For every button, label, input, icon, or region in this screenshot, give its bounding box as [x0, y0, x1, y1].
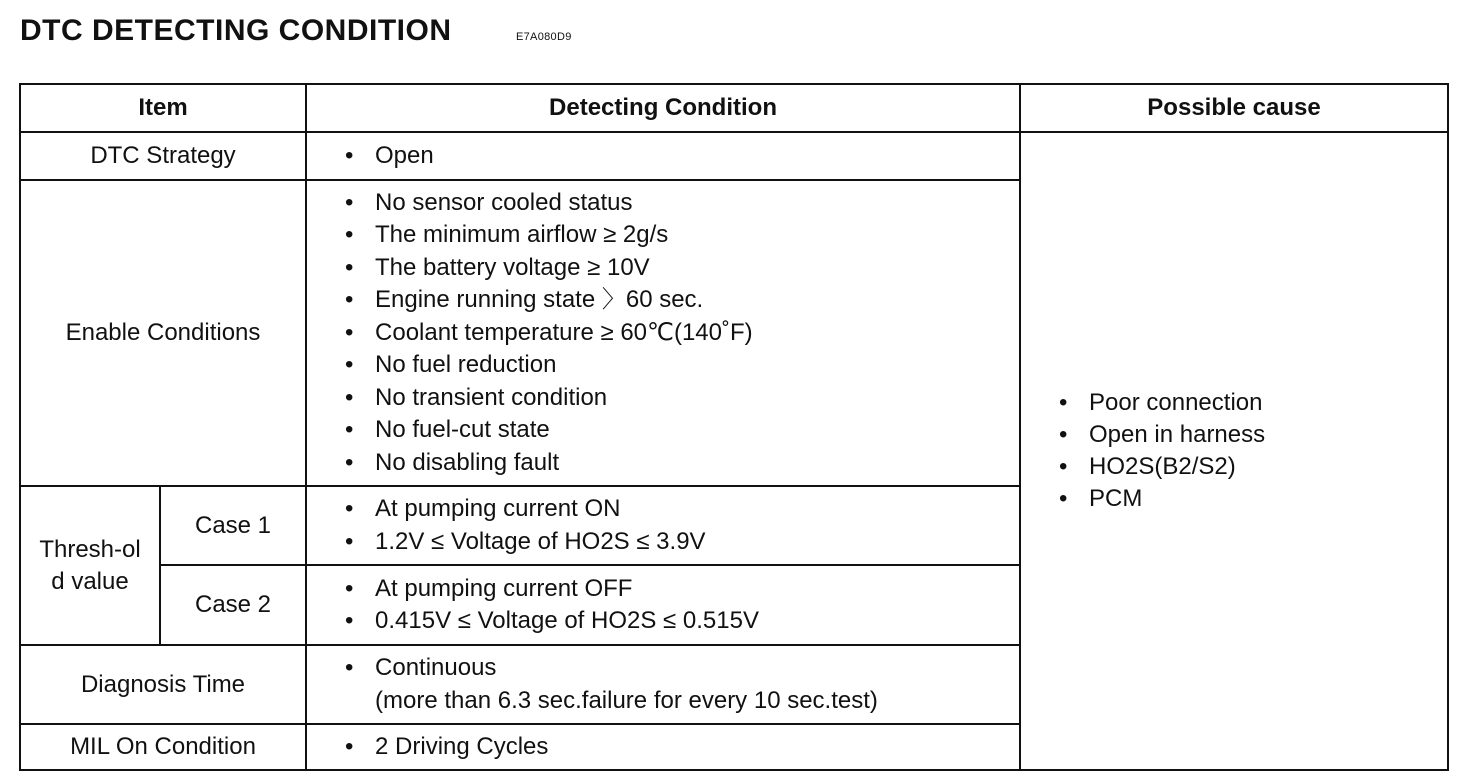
- cell-mil-on-condition: [306, 724, 1020, 770]
- dtc-condition-table: [19, 83, 1449, 771]
- list-item: • Open: [345, 140, 1019, 173]
- list-item: • 0.415V ≤ Voltage of HO2S ≤ 0.515V: [345, 605, 1019, 638]
- header-item: Item: [20, 84, 306, 132]
- list-item: • No sensor cooled status: [345, 187, 1019, 220]
- document-code: E7A080D9: [516, 31, 572, 43]
- label-case-2: Case 2: [160, 565, 306, 645]
- list-item: • At pumping current ON: [345, 493, 1019, 526]
- list-item: • No disabling fault: [345, 447, 1019, 480]
- list-item: • 2 Driving Cycles: [345, 731, 1019, 764]
- cell-possible-cause: [1020, 132, 1448, 770]
- cause-item: • HO2S(B2/S2): [1059, 451, 1447, 483]
- list-item: • 1.2V ≤ Voltage of HO2S ≤ 3.9V: [345, 526, 1019, 559]
- cause-item: • Poor connection: [1059, 387, 1447, 419]
- cell-diagnosis-time: [306, 645, 1020, 724]
- cause-item: • Open in harness: [1059, 419, 1447, 451]
- label-dtc-strategy: DTC Strategy: [20, 132, 306, 180]
- header-possible-cause: Possible cause: [1020, 84, 1448, 132]
- list-item: • No transient condition: [345, 382, 1019, 415]
- list-item: • Coolant temperature ≥ 60℃(140˚F): [345, 317, 1019, 350]
- label-diagnosis-time: Diagnosis Time: [20, 645, 306, 724]
- label-mil-on-condition: MIL On Condition: [20, 724, 306, 770]
- diagnosis-continuation: (more than 6.3 sec.failure for every 10 sec.test): [375, 686, 878, 714]
- label-enable-conditions: Enable Conditions: [20, 180, 306, 486]
- list-item: • No fuel reduction: [345, 349, 1019, 382]
- cell-enable-conditions: [306, 180, 1020, 486]
- cell-case-1: [306, 486, 1020, 565]
- cell-dtc-strategy: [306, 132, 1020, 180]
- list-item: • At pumping current OFF: [345, 573, 1019, 606]
- list-item: • Engine running state 〉60 sec.: [345, 284, 1019, 317]
- row-dtc-strategy: [20, 132, 1448, 180]
- header-detecting-condition: Detecting Condition: [306, 84, 1020, 132]
- page-title: DTC DETECTING CONDITION: [20, 14, 452, 47]
- list-item: • The battery voltage ≥ 10V: [345, 252, 1019, 285]
- list-item: • The minimum airflow ≥ 2g/s: [345, 219, 1019, 252]
- label-threshold-value: [20, 486, 160, 645]
- cell-case-2: [306, 565, 1020, 645]
- label-case-1: Case 1: [160, 486, 306, 565]
- cause-item: • PCM: [1059, 483, 1447, 515]
- threshold-label-text: Thresh-old value: [39, 535, 141, 595]
- list-item: [345, 652, 1019, 717]
- diagnosis-item: Continuous: [375, 654, 497, 681]
- list-item: • No fuel-cut state: [345, 414, 1019, 447]
- header-row: [20, 84, 1448, 132]
